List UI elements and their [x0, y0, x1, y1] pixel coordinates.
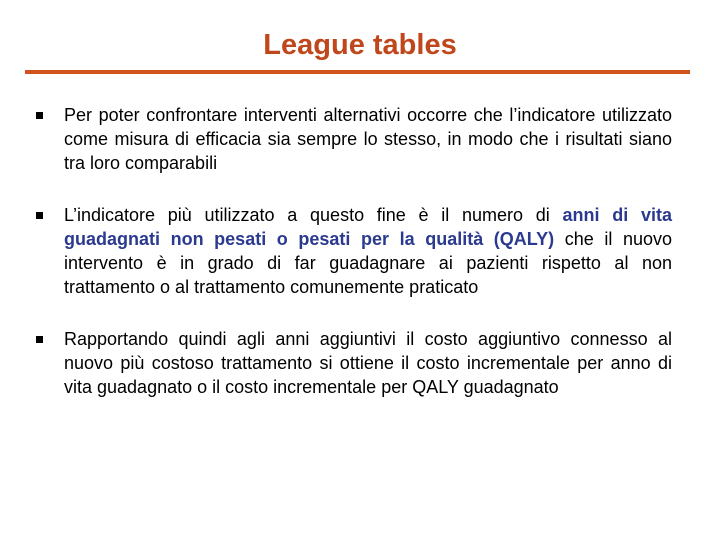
bullet-text-before: L’indicatore più utilizzato a questo fine è il numero di [64, 205, 563, 225]
bullet-item [36, 327, 672, 399]
bullet-text: Rapportando quindi agli anni aggiuntivi il costo aggiuntivo connesso al nuovo più costoso trattamento si ottiene il costo incrementale per anno di vita guadagnato o il costo incrementale per QALY guadagnato [64, 329, 672, 397]
title-underline [25, 70, 690, 74]
bullet-item [36, 203, 672, 299]
slide-title: League tables [263, 29, 457, 61]
bullet-list [36, 103, 672, 427]
bullet-highlight: anni di vita guadagnati non pesati o pesati per la qualità (QALY) [64, 205, 672, 249]
bullet-text: Per poter confrontare interventi alternativi occorre che l’indicatore utilizzato come misura di efficacia sia sempre lo stesso, in modo che i risultati siano tra loro comparabili [64, 105, 672, 173]
square-bullet-icon [36, 112, 43, 119]
bullet-item [36, 103, 672, 175]
square-bullet-icon [36, 336, 43, 343]
bullet-text-after: che il nuovo intervento è in grado di far guadagnare ai pazienti rispetto al non trattamento o al trattamento comunemente praticato [64, 229, 672, 297]
square-bullet-icon [36, 212, 43, 219]
